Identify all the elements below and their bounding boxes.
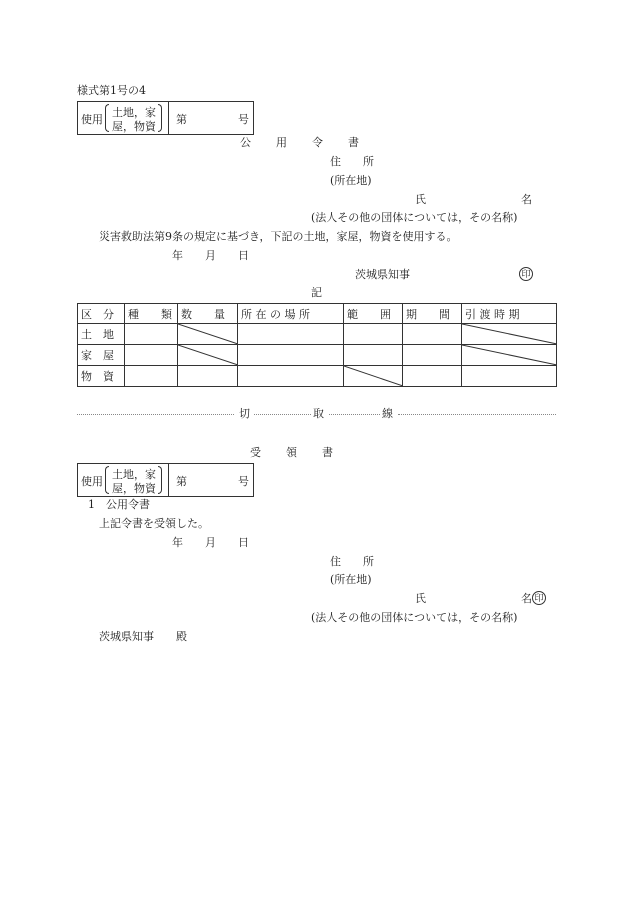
usage-table [77, 303, 557, 387]
table-cell-struck [462, 345, 557, 366]
cut-sen: 線 [382, 407, 393, 420]
use-box [77, 101, 254, 135]
table-cell [125, 366, 178, 387]
cut-tori: 取 [313, 407, 324, 420]
table-cell-struck [462, 324, 557, 345]
receipt-addressee: 茨城県知事 殿 [99, 630, 187, 643]
use-items-line2: 屋，物資 [112, 482, 156, 495]
receipt-seal: 印 [532, 591, 546, 605]
receipt-date-line: 年 月 日 [172, 536, 249, 549]
use-items-line2: 屋，物資 [112, 120, 156, 133]
order-governor: 茨城県知事 [355, 268, 410, 281]
table-cell [403, 366, 462, 387]
use-label: 使用 [81, 475, 103, 488]
cut-line-segment [398, 414, 556, 415]
table-header: 引 渡 時 期 [462, 304, 557, 324]
order-address-label: 住 所 [330, 155, 374, 168]
order-org-note: (法人その他の団体については，その名称) [311, 211, 518, 224]
table-header-row [78, 304, 557, 324]
table-header: 所 在 の 場 所 [238, 304, 344, 324]
table-cell [125, 345, 178, 366]
table-row [78, 366, 557, 387]
table-row [78, 324, 557, 345]
table-cell [344, 345, 403, 366]
right-bracket [158, 466, 162, 494]
receipt-title: 受 領 書 [250, 446, 334, 459]
divider [168, 102, 169, 134]
table-header: 種 類 [125, 304, 178, 324]
receipt-org-note: (法人その他の団体については，その名称) [311, 611, 518, 624]
table-header: 数 量 [178, 304, 238, 324]
go-label: 号 [238, 475, 249, 488]
table-cell-struck [178, 345, 238, 366]
table-cell [238, 366, 344, 387]
order-name-shi: 氏 [415, 193, 426, 206]
receipt-name-shi: 氏 [415, 592, 426, 605]
row-label-house: 家 屋 [78, 345, 125, 366]
receipt-name-mei: 名 [521, 592, 532, 605]
receipt-address-label: 住 所 [330, 555, 374, 568]
use-label: 使用 [81, 113, 103, 126]
cut-line-segment [254, 414, 311, 415]
row-label-land: 土 地 [78, 324, 125, 345]
table-cell [178, 366, 238, 387]
table-cell [238, 345, 344, 366]
table-cell [403, 345, 462, 366]
table-cell [125, 324, 178, 345]
go-label: 号 [238, 113, 249, 126]
receipt-item-1: 1 公用令書 [88, 498, 150, 511]
form-number: 様式第1号の4 [77, 84, 146, 97]
left-bracket [105, 466, 109, 494]
use-items-line1: 土地，家 [112, 468, 156, 481]
cut-line-segment [329, 414, 380, 415]
row-label-goods: 物 資 [78, 366, 125, 387]
receipt-body: 上記令書を受領した。 [99, 517, 209, 530]
cut-kiri: 切 [239, 407, 250, 420]
order-body: 災害救助法第9条の規定に基づき，下記の土地，家屋，物資を使用する。 [99, 230, 458, 243]
order-name-mei: 名 [521, 193, 532, 206]
table-cell [238, 324, 344, 345]
use-items-line1: 土地，家 [112, 106, 156, 119]
order-location-label: (所在地) [330, 174, 372, 187]
cut-line-segment [77, 414, 234, 415]
order-title: 公 用 令 書 [240, 136, 360, 149]
table-header: 区 分 [78, 304, 125, 324]
ki-label: 記 [311, 286, 322, 299]
table-cell [462, 366, 557, 387]
table-header: 範 囲 [344, 304, 403, 324]
table-cell [403, 324, 462, 345]
receipt-use-box [77, 463, 254, 497]
table-header: 期 間 [403, 304, 462, 324]
table-row [78, 345, 557, 366]
right-bracket [158, 104, 162, 132]
dai-label: 第 [176, 113, 187, 126]
table-cell-struck [178, 324, 238, 345]
divider [168, 464, 169, 496]
receipt-location-label: (所在地) [330, 573, 372, 586]
order-date-line: 年 月 日 [172, 249, 249, 262]
order-seal: 印 [519, 267, 533, 281]
table-cell [344, 324, 403, 345]
left-bracket [105, 104, 109, 132]
table-cell-struck [344, 366, 403, 387]
dai-label: 第 [176, 475, 187, 488]
